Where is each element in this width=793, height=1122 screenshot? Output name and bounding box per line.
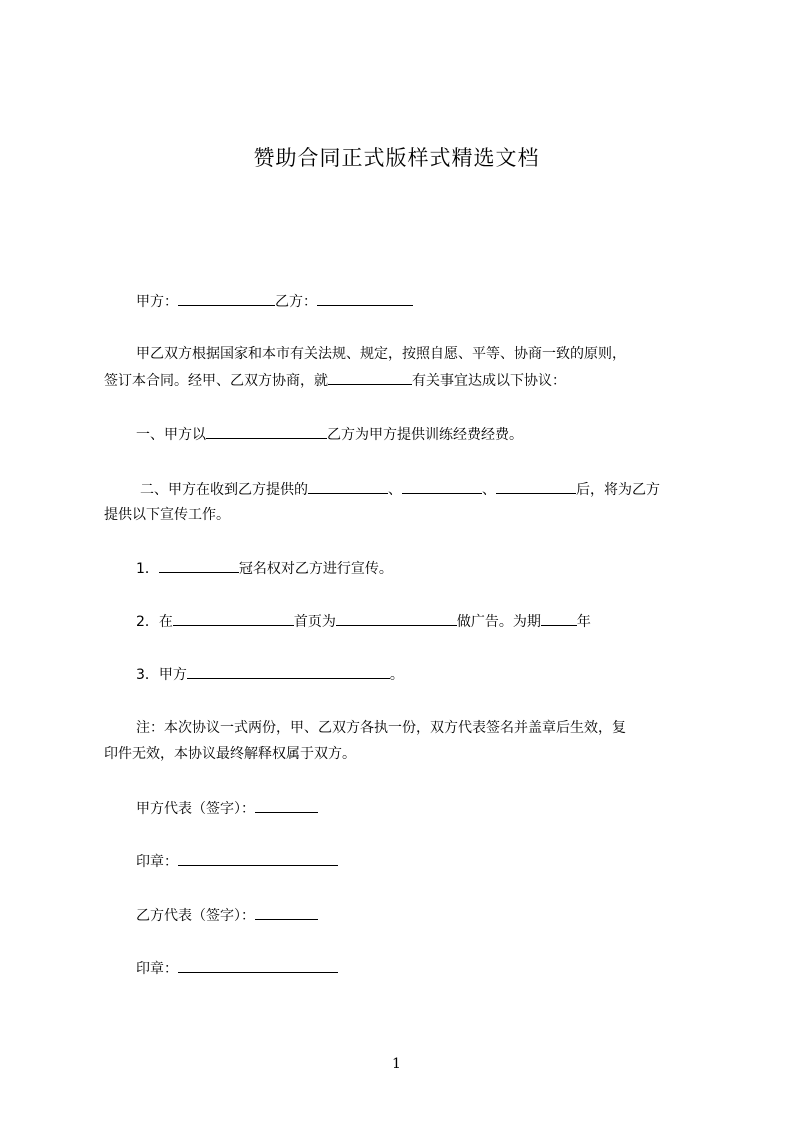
page-number: 1 bbox=[392, 1056, 401, 1072]
party-a-seal-blank[interactable] bbox=[178, 851, 338, 866]
clause-2-blank-2 bbox=[402, 479, 482, 494]
party-a-seal-line bbox=[136, 851, 736, 872]
party-b-seal-label: 印章： bbox=[136, 961, 178, 977]
party-b-seal-line bbox=[136, 958, 736, 979]
party-a-rep-line bbox=[136, 798, 736, 819]
item-2-mid-2: 做广告。为期 bbox=[456, 614, 541, 630]
document-title: 赞助合同正式版样式精选文档 bbox=[253, 146, 540, 170]
item-1-blank bbox=[159, 558, 239, 573]
intro-line-2-suffix: 有关事宜达成以下协议： bbox=[412, 373, 566, 389]
clause-2-suffix: 后，将为乙方 bbox=[576, 482, 660, 498]
party-a-rep-label: 甲方代表（签字）： bbox=[136, 801, 255, 817]
item-3-prefix: 3．甲方 bbox=[136, 667, 187, 683]
clause-2-sep-1: 、 bbox=[388, 482, 402, 498]
party-a-seal-label: 印章： bbox=[136, 854, 178, 870]
item-2-blank-1 bbox=[173, 611, 294, 626]
party-b-seal-blank[interactable] bbox=[178, 958, 338, 973]
clause-2-line-2: 提供以下宣传工作。 bbox=[104, 507, 230, 523]
intro-line-2-prefix: 签订本合同。经甲、乙双方协商，就 bbox=[104, 373, 328, 389]
note-line-1: 注：本次协议一式两份，甲、乙双方各执一份，双方代表签名并盖章后生效，复 bbox=[136, 720, 626, 736]
item-2-blank-2 bbox=[336, 611, 457, 626]
party-b-blank bbox=[317, 291, 413, 306]
clause-2-blank-3 bbox=[496, 479, 576, 494]
clause-1 bbox=[136, 424, 736, 445]
item-3-blank bbox=[187, 664, 390, 679]
intro-line-1: 甲乙双方根据国家和本市有关法规、规定，按照自愿、平等、协商一致的原则， bbox=[136, 346, 626, 362]
item-3 bbox=[136, 664, 736, 685]
item-2-suffix: 年 bbox=[576, 614, 591, 630]
note-line-2: 印件无效，本协议最终解释权属于双方。 bbox=[104, 746, 356, 762]
party-b-rep-label: 乙方代表（签字）： bbox=[136, 908, 255, 924]
item-2 bbox=[136, 611, 736, 632]
item-1-suffix: 冠名权对乙方进行宣传。 bbox=[238, 561, 393, 577]
clause-1-prefix: 一、甲方以 bbox=[136, 427, 206, 443]
intro-line-2 bbox=[104, 370, 704, 391]
clause-1-blank bbox=[206, 424, 327, 439]
item-1-prefix: 1． bbox=[136, 561, 159, 577]
party-b-rep-blank[interactable] bbox=[255, 905, 318, 920]
clause-1-suffix: 乙方为甲方提供训练经费经费。 bbox=[327, 427, 523, 443]
item-1 bbox=[136, 558, 736, 579]
clause-2-line-1 bbox=[140, 479, 740, 500]
party-a-blank bbox=[178, 291, 275, 306]
item-2-mid: 首页为 bbox=[293, 614, 336, 630]
item-2-blank-3 bbox=[541, 611, 577, 626]
clause-2-prefix: 二、甲方在收到乙方提供的 bbox=[140, 482, 308, 498]
party-b-rep-line bbox=[136, 905, 736, 926]
parties-line bbox=[136, 291, 736, 312]
party-a-rep-blank[interactable] bbox=[255, 798, 318, 813]
item-2-prefix: 2．在 bbox=[136, 614, 173, 630]
item-3-suffix: 。 bbox=[389, 667, 404, 683]
intro-blank bbox=[328, 370, 412, 385]
clause-2-sep-2: 、 bbox=[482, 482, 496, 498]
clause-2-blank-1 bbox=[308, 479, 388, 494]
party-a-label: 甲方： bbox=[136, 294, 178, 310]
party-b-label: 乙方： bbox=[275, 294, 317, 310]
